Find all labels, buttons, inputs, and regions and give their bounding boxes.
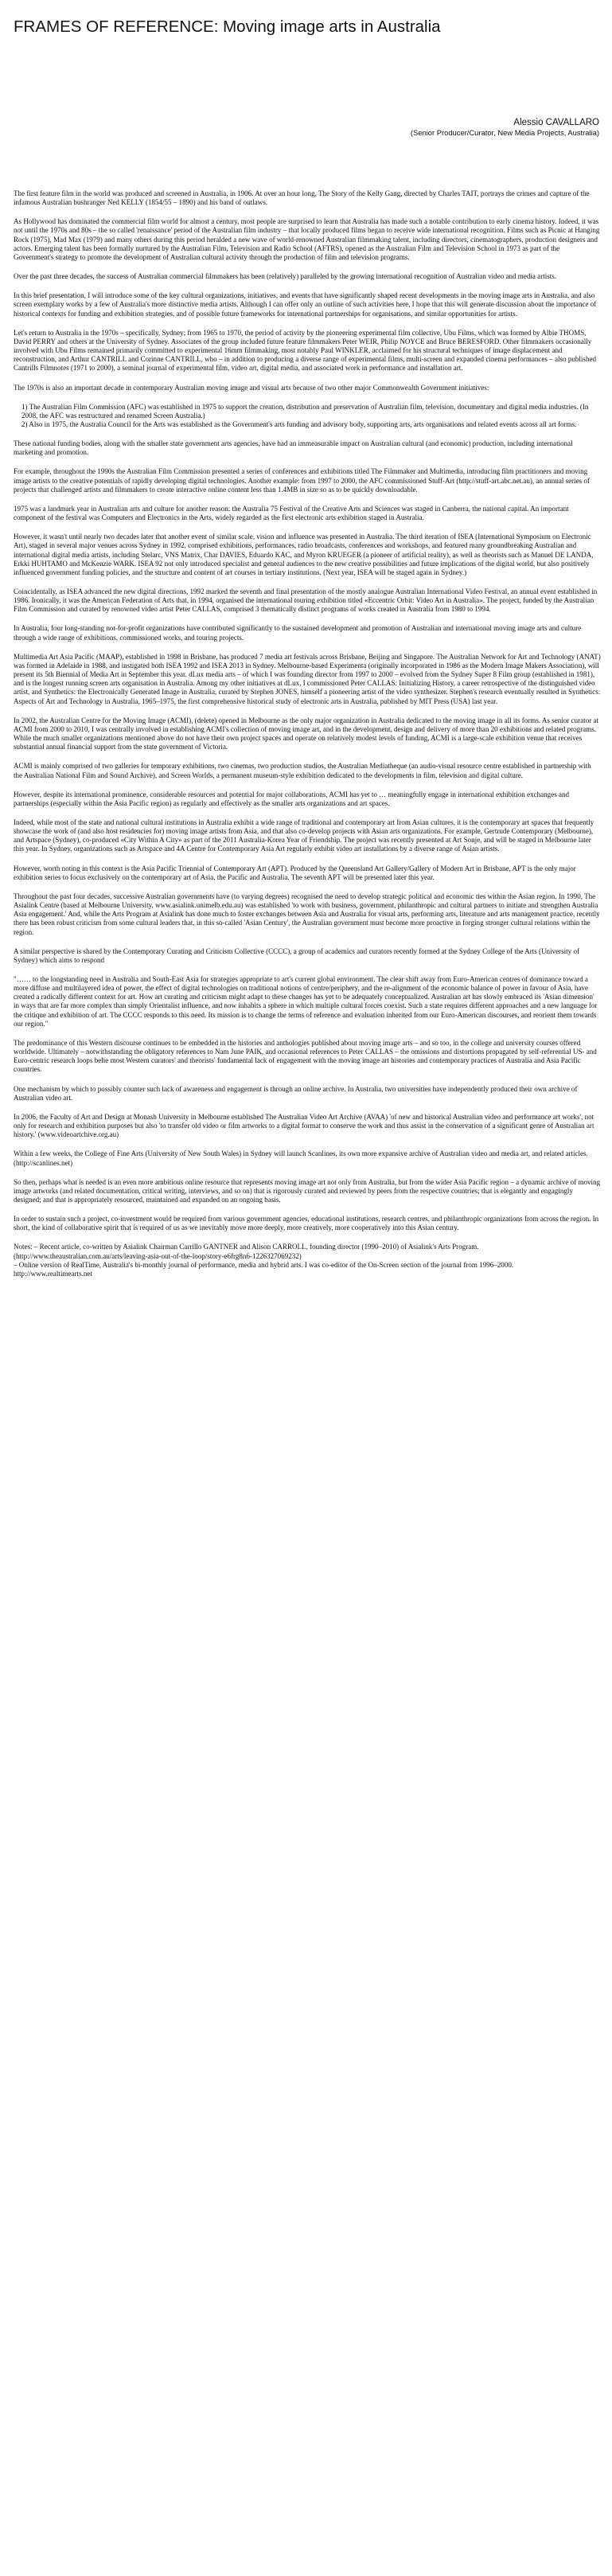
paragraph: However, worth noting in this context is the Asia Pacific Triennial of Contemporary Art (APT). Produced by the Queensland Art Gallery/Gallery of Modern Art in Brisbane, APT is the only major exhibition series to focus exclusively on the contemporary art of Asia, the Pacific and Australia. The seventh APT will be presented later this year. — [14, 864, 576, 881]
paragraph: Coincidentally, as ISEA advanced the new digital directions, 1992 marked the seventh and final presentation of the mostly analogue Australian International Video Festival, an annual event established in 1986. Ironically, it was the American Federation of Arts that, in 1994, organised the international touring exhibition titled «Eccentric Orbit: Video Art in Australia». The project, funded by the Australian Film Commission and curated by renowned video artist Peter CALLAS, comprised 3 thematically distinct programs of works created in Australia from 1980 to 1994. — [14, 587, 598, 614]
notes-line: – Online version of RealTime, Australia's bi-monthly journal of performance, media and hybrid arts. I was co-editor of the On-Screen section of the journal from 1996–2000. — [14, 1260, 514, 1269]
page-title: FRAMES OF REFERENCE: Moving image arts in Australia — [14, 18, 441, 36]
paragraph: One mechanism by which to possibly counter such lack of awareness and engagement is through an online archive. In Australia, two universities have independently produced their own archive of Australian video art. — [14, 1084, 578, 1102]
paragraph: In order to sustain such a project, co-investment would be required from various government agencies, educational institutions, research centres, and philanthropic organizations from across the region. In short, the kind of collaborative spirit that is required of us as we inevitably move more deeply, more creatively, more cooperatively into this Asian century. — [14, 1215, 599, 1232]
list-item: 2) Also in 1975, the Australia Council for the Arts was established as the Government's arts funding and advisory body, supporting arts, arts organisations and related events across all art forms. — [21, 420, 577, 428]
paragraph: In this brief presentation, I will introduce some of the key cultural organizations, initiatives, and events that have significantly shaped recent developments in the moving image arts in Australia, and also screen exemplary works by a few of Australia's more distinctive media artists. Although I can offer only an outline of such activities here, I hope that this will generate discussion about the importance of historical contexts for funding and exhibition strategies, and of possible future frameworks for international partnerships for organisations, and similar opportunities for artists. — [14, 291, 597, 318]
paragraph: For example, throughout the 1990s the Australian Film Commission presented a series of conferences and exhibitions titled The Filmmaker and Multimedia, introducing film practitioners and moving image artists to the creative potentials of rapidly developing digital technologies. Another example: from 1997 to 2000, the AFC commissioned Stuff-Art (http://stuff-art.abc.net.au), an annual series of projects that challenged artists and filmmakers to create interactive online content less than 1.4MB in size so as to be quickly downloadable. — [14, 467, 591, 494]
paragraph: A similar perspective is shared by the Contemporary Curating and Criticism Collective (CCCC), a group of academics and curators recently formed at the Sydney College of the Arts (University of Sydney) which aims to respond — [14, 946, 580, 964]
paragraph: The predominance of this Western discourse continues to be embedded in the histories and anthologies published about moving image arts – and so too, in the college and university courses offered worldwide. Ultimately – notwithstanding the obligatory references to Nam June PAIK, and occasional references to Peter CALLAS – the omissions and distortions propagated by self-referential US- and Euro-centric research loops belie most Western curators' and theorists' fundamental lack of engagement with the moving image art histories and contemporary practices of Australia and Asia Pacific countries. — [14, 1038, 597, 1074]
paragraph: In 2002, the Australian Centre for the Moving Image (ACMI), (delete) opened in Melbourne as the only major organization in Australia dedicated to the moving image in all its forms. As senior curator at ACMI from 2000 to 2010, I was centrally involved in establishing ACMI's collection of moving image art, and in the development, design and delivery of more than 20 exhibitions and related programs. While the much smaller organizations mentioned above do not have their own project spaces and operate on relatively modest levels of funding, ACMI is a large-scale exhibition venue that receives substantial annual financial support from the state government of Victoria. — [14, 716, 598, 751]
paragraph: In Australia, four long-standing not-for-profit organizations have contributed significantly to the sustained development and promotion of Australian and international moving image arts and culture through a wide range of exhibitions, commissioned works, and touring projects. — [14, 624, 582, 642]
paragraph: As Hollywood has dominated the commercial film world for almost a century, most people are surprised to learn that Australia has made such a notable contribution to early cinema history. Indeed, it was not until the 1970s and 80s – the so called 'renaissance' period of the Australian film industry – that locally produced films began to receive wide international recognition. Films such as Picnic at Hanging Rock (1975), Mad Max (1979) and many others during this period heralded a new wave of world-renowned Australian filmmaking talent, including directors, cinematographers, production designers and actors. Emerging talent has been formally nurtured by the Australian Film, Television and Radio School (AFTRS), opened as the Australian Film and Television School in 1973 as part of the Government's strategy to promote the development of Australian cultural activity through the production of film and television programs. — [14, 217, 600, 261]
paragraph: The first feature film in the world was produced and screened in Australia, in 1906. At over an hour long, The Story of the Kelly Gang, directed by Charles TAIT, portrays the crimes and capture of the infamous Australian bushranger Ned KELLY (1854/55 – 1890) and his band of outlaws. — [14, 189, 590, 207]
paragraph: Let's return to Australia in the 1970s – specifically, Sydney; from 1965 to 1970, the period of activity by the pioneering experimental film collective, Ubu Films, which was formed by Albie THOMS, David PERRY and others at the University of Sydney. Associates of the group included future feature filmmakers Peter WEIR, Philip NOYCE and Bruce BERESFORD. Other filmmakers occasionally involved with Ubu Films remained primarily committed to experimental 16mm filmmaking, most notably Paul WINKLER, acclaimed for his structural techniques of image displacement and reconstruction, and Arthur CANTRILL and Corinne CANTRILL, who – in addition to producing a diverse range of experimental films, multi-screen and expanded cinema performances – also published Cantrills Filmnotes (1971 to 2000), a seminal journal of experimental film, video art, digital media, and associated work in performance and installation art. — [14, 328, 597, 373]
paragraph: Indeed, while most of the state and national cultural institutions in Australia exhibit a wide range of traditional and contemporary art from Asian cultures, it is the contemporary art spaces that frequently showcase the work of (and also host residencies for) moving image artists from Asia, and that also co-develop projects with Asian arts organizations. For example, Gertrude Contemporary (Melbourne), and Artspace (Sydney), co-produced «City Within A City» as part of the 2011 Australia-Korea Year of Friendship. The project was recently presented at Art Sonje, and will be staged in Melbourne later this year. In Sydney, organizations such as Artspace and 4A Centre for Contemporary Asia Art regularly exhibit video art installations by a diverse range of Asian artists. — [14, 818, 594, 853]
paragraph: Within a few weeks, the College of Fine Arts (University of New South Wales) in Sydney will launch Scanlines, its own more expansive archive of Australian video and media art, and related articles. (http://scanlines.net) — [14, 1149, 588, 1167]
author-role: (Senior Producer/Curator, New Media Projects, Australia) — [410, 128, 599, 137]
paragraph: However, it wasn't until nearly two decades later that another event of similar scale, vision and influence was presented in Australia. The third iteration of ISEA (International Symposium on Electronic Art), staged in several major venues across Sydney in 1992, comprised exhibitions, performances, radio broadcasts, conferences and workshops, and featured many groundbreaking Australian and international digital media artists, including Stelarc, VNS Matrix, Char DAVIES, Eduardo KAC, and Myron KRUEGER (a pioneer of artificial reality), as well as theorists such as Manuel DE LANDA, Erkki HUHTAMO and McKenzie WARK. ISEA 92 not only introduced specialist and general audiences to the new creative possibilities and future implications of the digital world, but also positively influenced government funding policies, and the structure and content of art courses in tertiary institutions. (Next year, ISEA will be staged again in Sydney.) — [14, 533, 594, 576]
paragraph: ACMI is mainly comprised of two galleries for temporary exhibitions, two cinemas, two production studios, the Australian Mediatheque (an audio-visual resource centre established in partnership with the Australian National Film and Sound Archive), and Screen Worlds, a permanent museum-style exhibition dedicated to the developments in film, television and digital culture. — [14, 762, 591, 779]
block-quote: "…… to the longstanding need in Australia and South-East Asia for strategies appropriate to art's current global environment. The clear shift away from Euro-American centres of dominance toward a more diffuse and multilayered idea of power, the effect of digital technologies on traditional notions of centre/periphery, and the re-alignment of the economic balance of power in favour of Asia, have created a radically different context for art. How art curating and criticism might adapt to these changes has yet to be adequately conceptualized. Australian art has slowly embraced its 'Asian dimension' in ways that are far more complex than simply Orientalist influence, and now inhabits a sphere in which multiple cultural forces coexist. Such a state requires different approaches and a new language for the critique and exhibition of art. The CCCC responds to this need. Its mission is to change the terms of reference and evaluation inherited from our Euro-American discourses, and reorient them towards our region." — [14, 975, 598, 1028]
paragraph: 1975 was a landmark year in Australian arts and culture for another reason: the Australia 75 Festival of the Creative Arts and Sciences was staged in Canberra, the national capital. An important component of the festival was Computers and Electronics in the Arts, widely regarded as the first electronic arts exhibition staged in Australia. — [14, 504, 569, 522]
list-item: 1) The Australian Film Commission (AFC) was established in 1975 to support the creation, distribution and preservation of Australian film, television, documentary and digital media industries. (In 2008, the AFC was restructured and renamed Screen Australia.) — [21, 402, 589, 420]
paragraph: So then, perhaps what is needed is an even more ambitious online resource that represents moving image art not only from Australia, but from the wider Asia Pacific region – a dynamic archive of moving image artworks (and related documentation, critical writing, interviews, and so on) that is rigorously curated and reviewed by peers from the respective countries; that is elegantly and engagingly designed; and that is appropriately resourced, maintained and expanded on an ongoing basis. — [14, 1177, 601, 1204]
author-block — [411, 117, 599, 138]
notes-line: Notes: – Recent article, co-written by Asialink Chairman Carrillo GANTNER and Alison CARROLL, founding director (1990–2010) of Asialink's Arts Program. (http://www.theaustralian.com.au/arts/leaving-asia-out-of-the-loop/story-e6frg8n6-1226327069232) — [14, 1243, 479, 1260]
author-name: Alessio CAVALLARO — [513, 118, 599, 127]
article-body — [14, 189, 601, 2570]
notes-link[interactable]: http://www.realtimearts.net — [14, 1269, 92, 1278]
paragraph: In 2006, the Faculty of Art and Design at Monash University in Melbourne established The Australian Video Art Archive (AVAA) 'of new and historical Australian video and performance art works', not only for research and exhibition purposes but also 'to transfer old video or film artworks to a digital format to conserve the work and thus assist in the conservation of a significant genre of Australian art history.' (www.videoartchive.org.au) — [14, 1112, 594, 1139]
paragraph: The 1970s is also an important decade in contemporary Australian moving image and visual arts because of two other major Commonwealth Government initiatives: — [14, 383, 489, 392]
paragraph: Over the past three decades, the success of Australian commercial filmmakers has been (relatively) paralleled by the growing international recognition of Australian video and media artists. — [14, 272, 557, 281]
paragraph: Multimedia Art Asia Pacific (MAAP), established in 1998 in Brisbane, has produced 7 media art festivals across Brisbane, Beijing and Singapore. The Australian Network for Art and Technology (ANAT) was formed in Adelaide in 1988, and instigated both ISEA 1992 and ISEA 2013 in Sydney. Melbourne-based Experimenta (originally incorporated in 1986 as the Modern Image Makers Association), will present its 5th Biennial of Media Art in September this year. dLux media arts – of which I was founding director from 1997 to 2000 – evolved from the Sydney Super 8 Film group (established in 1981), and is the longest running screen arts organisation in Australia. Among my other initiatives at dLux, I commissioned Peter CALLAS: Initializing History, a career retrospective of the distinguished video artist, and Synthetics: the Electronically Generated Image in Australia, curated by Stephen JONES, himself a pioneering artist of the video synthesizer. Stephen's research eventually resulted in Synthetics: Aspects of Art and Technology in Australia, 1965–1975, the first comprehensive historical study of electronic arts in Australia, published by MIT Press (USA) last year. — [14, 652, 601, 705]
paragraph: These national funding bodies, along with the smaller state government arts agencies, have had an immeasurable impact on Australian cultural (and economic) production, including international marketing and promotion. — [14, 439, 573, 457]
paragraph: However, despite its international prominence, considerable resources and potential for major collaborations, ACMI has yet to … meaningfully engage in international exhibition exchanges and partnerships (especially within the Asia Pacific region) as regularly and effectively as the smaller arts organizations and art spaces. — [14, 790, 570, 807]
paragraph: Throughout the past four decades, successive Australian governments have (to varying degrees) recognised the need to develop strategic political and economic ties within the Asian region. In 1990, The Asialink Centre (based at Melbourne University, www.asialink.unimelb.edu.au) was established 'to work with business, government, philanthropic and cultural partners to initiate and strengthen Australia Asia engagement.' And, while the Arts Program at Asialink has done much to foster exchanges between Asia and Australia for visual arts, performing arts, literature and arts management practice, recently there has been robust criticism from some cultural leaders that, in this so-called 'Asian Century', the Australian government must become more proactive in forging stronger cultural relations within the region. — [14, 892, 600, 936]
